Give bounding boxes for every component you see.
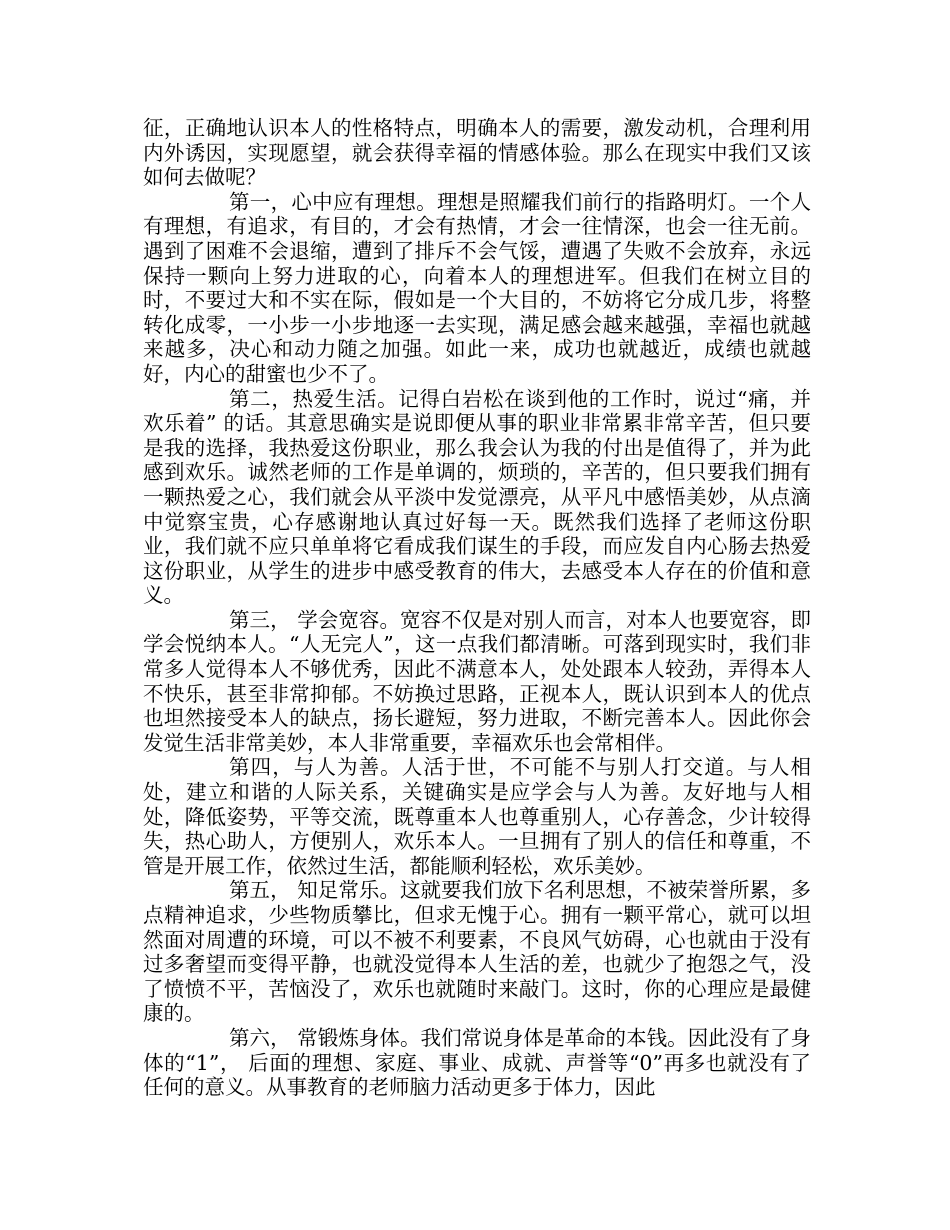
paragraph-exercise: 第六， 常锻炼身体。我们常说身体是革命的本钱。因此没有了身体的“1”， 后面的理想、家庭、事业、成就、声誉等“0”再多也就没有了任何的意义。从事教育的老师脑力活动更多于体力，因此 — [143, 1025, 811, 1100]
paragraph-intro: 征，正确地认识本人的性格特点，明确本人的需要，激发动机，合理利用内外诱因，实现愿望，就会获得幸福的情感体验。那么在现实中我们又该如何去做呢？ — [143, 116, 811, 190]
paragraph-love-life: 第二，热爱生活。记得白岩松在谈到他的工作时，说过“痛，并欢乐着” 的话。其意思确实是说即便从事的职业非常累非常辛苦，但只要是我的选择，我热爱这份职业，那么我会认为我的付出是值得了，并为此感到欢乐。诚然老师的工作是单调的，烦琐的，辛苦的，但只要我们拥有一颗热爱之心，我们就会从平淡中发觉漂亮，从平凡中感悟美妙，从点滴中觉察宝贵，心存感谢地认真过好每一天。既然我们选择了老师这份职业，我们就不应只单单将它看成我们谋生的手段，而应发自内心肠去热爱这份职业，从学生的进步中感受教育的伟大，去感受本人存在的价值和意义。 — [143, 386, 811, 608]
paragraph-kindness: 第四，与人为善。人活于世，不可能不与别人打交道。与人相处，建立和谐的人际关系，关键确实是应学会与人为善。友好地与人相处，降低姿势，平等交流，既尊重本人也尊重别人，心存善念，少计较得失，热心助人，方便别人，欢乐本人。一旦拥有了别人的信任和尊重，不管是开展工作，依然过生活，都能顺利轻松，欢乐美妙。 — [143, 755, 811, 878]
document-body — [143, 116, 811, 1100]
paragraph-ideals: 第一，心中应有理想。理想是照耀我们前行的指路明灯。一个人有理想，有追求，有目的，才会有热情，才会一往情深，也会一往无前。遇到了困难不会退缩，遭到了排斥不会气馁，遭遇了失败不会放弃，永远保持一颗向上努力进取的心，向着本人的理想进军。但我们在树立目的时，不要过大和不实在际，假如是一个大目的，不妨将它分成几步，将整转化成零，一小步一小步地逐一去实现，满足感会越来越强，幸福也就越来越多，决心和动力随之加强。如此一来，成功也就越近，成绩也就越好，内心的甜蜜也少不了。 — [143, 189, 811, 386]
paragraph-contentment: 第五， 知足常乐。这就要我们放下名利思想，不被荣誉所累，多点精神追求，少些物质攀比，但求无愧于心。拥有一颗平常心，就可以坦然面对周遭的环境，可以不被不利要素，不良风气妨碍，心也就由于没有过多奢望而变得平静，也就没觉得本人生活的差，也就少了抱怨之气，没了愤愤不平，苦恼没了，欢乐也就随时来敲门。这时，你的心理应是最健康的。 — [143, 878, 811, 1026]
paragraph-tolerance: 第三， 学会宽容。宽容不仅是对别人而言，对本人也要宽容，即学会悦纳本人。“人无完人”，这一点我们都清晰。可落到现实时，我们非常多人觉得本人不够优秀，因此不满意本人，处处跟本人较劲，弄得本人不快乐，甚至非常抑郁。不妨换过思路，正视本人，既认识到本人的优点也坦然接受本人的缺点，扬长避短，努力进取，不断完善本人。因此你会发觉生活非常美妙，本人非常重要，幸福欢乐也会常相伴。 — [143, 607, 811, 755]
